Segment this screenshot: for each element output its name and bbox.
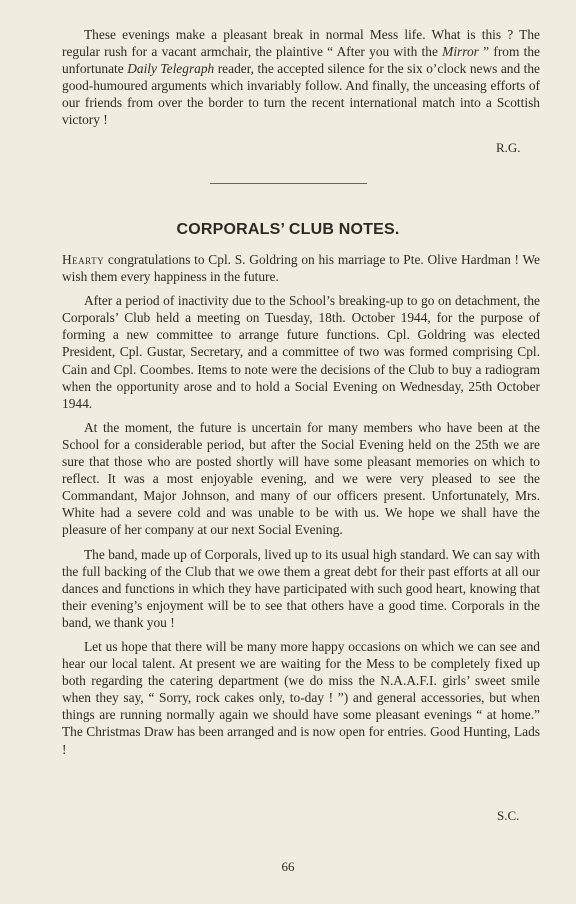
article-body bbox=[62, 251, 540, 758]
section-divider bbox=[210, 183, 367, 184]
newspaper-title: Daily Telegraph bbox=[127, 61, 215, 77]
paragraph: At the moment, the future is uncertain for many members who have been at the School for a considerable period, but after the Social Evening held on the 25th we are sure that those who are posted shortly will have some pleasant memories on which to reflect. It was a most enjoyable evening, and we were very pleased to see the Commandant, Major Johnson, and many of our officers present. Unfortunately, Mrs. White had a severe cold and was unable to be with us. We hope we shall have the pleasure of her company at our next Social Evening. bbox=[62, 419, 540, 538]
paragraph: The band, made up of Corporals, lived up to its usual high standard. We can say with the full backing of the Club that we owe them a great debt for their past efforts at all our dances and functions in which they have participated with such good heart, knowing that their evening’s enjoyment will be to see that others have a good time. Corporals in the band, we thank you ! bbox=[62, 546, 540, 630]
article-title: CORPORALS’ CLUB NOTES. bbox=[176, 221, 400, 238]
signature: R.G. bbox=[496, 140, 521, 155]
newspaper-title: Mirror bbox=[442, 44, 479, 60]
paragraph: Hearty congratulations to Cpl. S. Goldring on his marriage to Pte. Olive Hardman ! We wish them every happiness in the future. bbox=[62, 252, 540, 285]
paragraph: These evenings make a pleasant break in normal Mess life. What is this ? The regular rush for a vacant armchair, the plaintive “ After you with the Mirror ” from the unfortunate Daily Telegraph reader, the accepted silence for the six o’clock news and the good-humoured arguments which invariably follow. And finally, the unceasing efforts of our friends from over the border to turn the recent international match into a Scottish victory ! bbox=[62, 27, 541, 128]
paragraph: Let us hope that there will be many more happy occasions on which we can see and hear our local talent. At present we are waiting for the Mess to be completely fixed up both regarding the catering department (we do miss the N.A.A.F.I. girls’ sweet smile when they say, “ Sorry, rock cakes only, to-day ! ”) and general accessories, but when things are running normally again we should have some pleasant evenings “ at home.” The Christmas Draw has been arranged and is now open for entries. Good Hunting, Lads ! bbox=[62, 638, 540, 757]
previous-article-ending bbox=[62, 26, 540, 129]
page-number: 66 bbox=[281, 859, 295, 874]
signature: S.C. bbox=[497, 808, 520, 823]
paragraph: After a period of inactivity due to the School’s breaking-up to go on detachment, the Corporals’ Club held a meeting on Tuesday, 18th. October 1944, for the purpose of forming a new committee to arrange future functions. Cpl. Goldring was elected President, Cpl. Gustar, Secretary, and a committee of two was formed comprising Cpl. Cain and Cpl. Coombes. Items to note were the decisions of the Club to buy a radiogram when the opportunity arose and to hold a Social Evening on Wednesday, 25th October 1944. bbox=[62, 293, 540, 411]
